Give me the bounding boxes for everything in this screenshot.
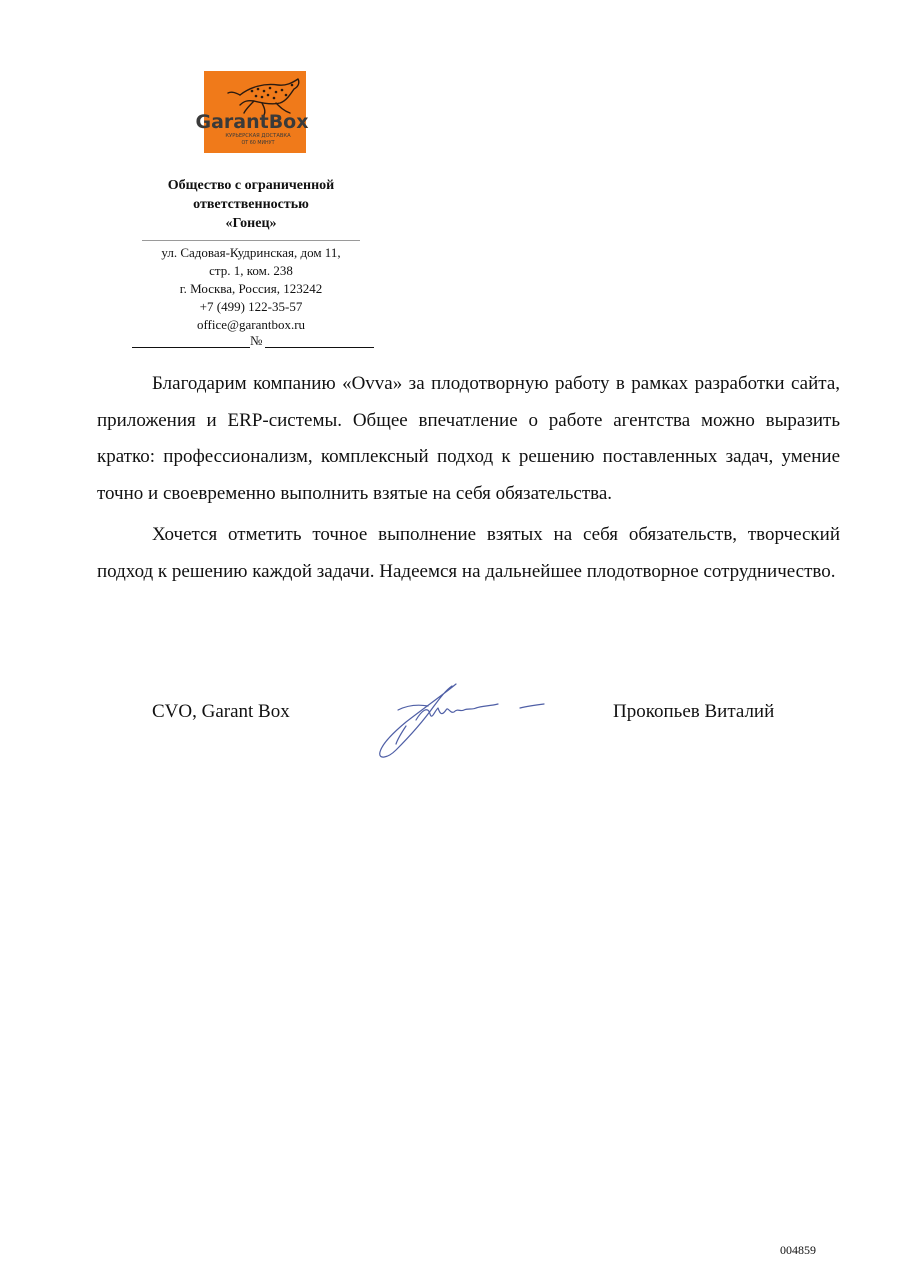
address-phone: +7 (499) 122-35-57: [199, 299, 303, 314]
garantbox-logo: [192, 71, 312, 153]
organization-name-line: ответственностью: [193, 197, 309, 212]
signatory-name: Прокопьев Виталий: [613, 701, 775, 722]
signatory-title: CVO, Garant Box: [152, 701, 290, 722]
address-city: г. Москва, Россия, 123242: [179, 281, 323, 296]
address-building: стр. 1, ком. 238: [209, 263, 293, 278]
body-paragraph: Хочется отметить точное выполнение взятых на себя обязательств, творческий подход к решению каждой задачи. Надеемся на дальнейшее плодотворное сотрудничество.: [97, 524, 840, 582]
logo-brand-text: GarantBox: [195, 111, 309, 133]
organization-name-line: Общество с ограниченной: [167, 178, 335, 193]
document-number: 004859: [780, 1243, 816, 1257]
handwritten-signature: [372, 680, 550, 762]
garantbox-logo-graphic: [192, 71, 312, 153]
letterhead-divider: [142, 240, 360, 241]
registration-date-blank: [132, 347, 250, 348]
letter-body: [97, 366, 840, 590]
number-sign: №: [250, 333, 263, 348]
body-paragraph: Благодарим компанию «Ovva» за плодотворную работу в рамках разработки сайта, приложения и ERP-системы. Общее впечатление о работе агентства можно выразить кратко: профессионализм, комплексный подход к решению поставленных задач, умение точно и своевременно выполнить взятые на себя обязательства.: [97, 373, 840, 504]
address-email: office@garantbox.ru: [196, 317, 306, 332]
organization-name-line: «Гонец»: [225, 216, 277, 231]
organization-address: [120, 244, 382, 334]
registration-number-line: [132, 332, 374, 350]
registration-number-blank: [265, 347, 374, 348]
address-street: ул. Садовая-Кудринская, дом 11,: [161, 245, 341, 260]
signature-graphic: [372, 680, 550, 762]
logo-tagline-text: КУРЬЕРСКАЯ ДОСТАВКА: [225, 133, 291, 139]
organization-name: [120, 176, 382, 233]
logo-subtagline-text: ОТ 60 МИНУТ: [241, 141, 275, 146]
